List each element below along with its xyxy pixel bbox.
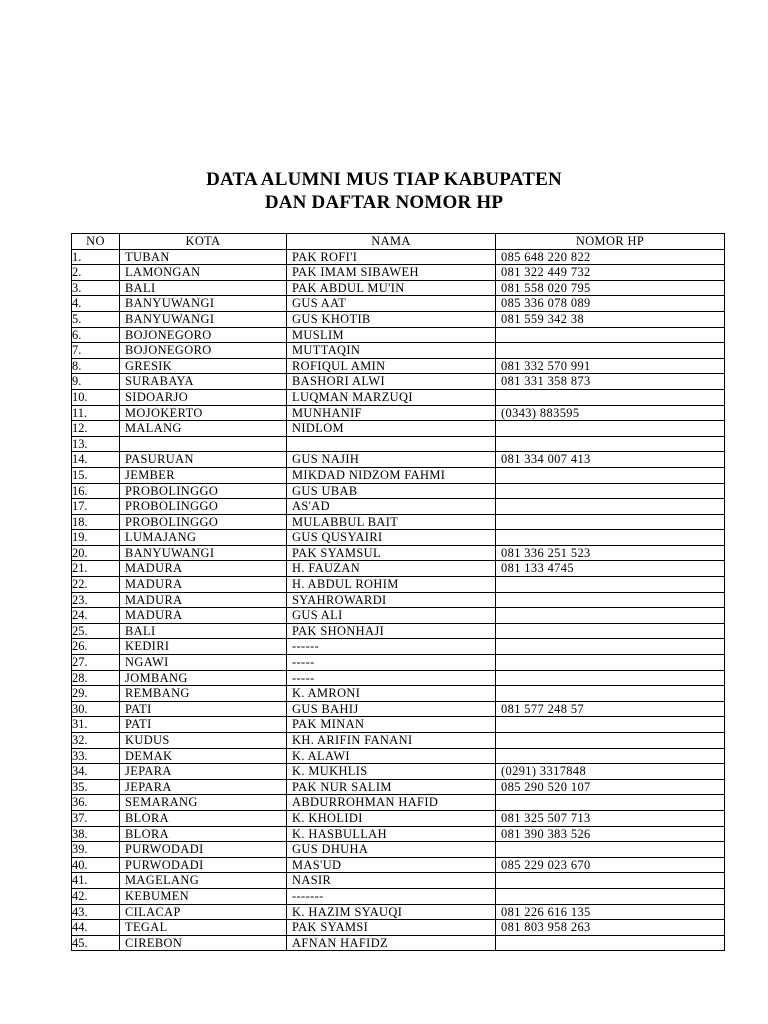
table-row [72,343,725,359]
row-nama: NASIR [287,873,496,889]
row-number: 45. [72,935,120,951]
row-nama: K. ALAWI [287,748,496,764]
row-kota: KUDUS [120,733,287,749]
row-kota: GRESIK [120,358,287,374]
row-nama: GUS KHOTIB [287,311,496,327]
table-row [72,701,725,717]
table-row [72,935,725,951]
row-nama: NIDLOM [287,421,496,437]
row-nomor-hp [496,655,725,671]
row-nomor-hp: (0291) 3317848 [496,764,725,780]
table-row [72,639,725,655]
row-kota: PURWODADI [120,842,287,858]
row-nomor-hp [496,623,725,639]
row-nomor-hp: 081 325 507 713 [496,810,725,826]
row-kota: JEPARA [120,779,287,795]
row-number: 25. [72,623,120,639]
row-nomor-hp: 085 290 520 107 [496,779,725,795]
row-kota: PATI [120,717,287,733]
row-number: 44. [72,920,120,936]
row-nama: H. FAUZAN [287,561,496,577]
row-kota: REMBANG [120,686,287,702]
row-nama: PAK SYAMSUL [287,545,496,561]
row-nomor-hp [496,935,725,951]
table-row [72,717,725,733]
row-nama: KH. ARIFIN FANANI [287,733,496,749]
row-kota: DEMAK [120,748,287,764]
row-number: 34. [72,764,120,780]
row-number: 13. [72,436,120,452]
table-row [72,686,725,702]
row-nomor-hp: 081 559 342 38 [496,311,725,327]
row-number: 5. [72,311,120,327]
row-kota: BANYUWANGI [120,545,287,561]
row-nama: MUNHANIF [287,405,496,421]
table-row [72,904,725,920]
row-kota: BOJONEGORO [120,327,287,343]
row-nomor-hp [496,888,725,904]
row-kota: BANYUWANGI [120,311,287,327]
row-number: 6. [72,327,120,343]
table-row [72,327,725,343]
row-nama: K. AMRONI [287,686,496,702]
document-title-line1: DATA ALUMNI MUS TIAP KABUPATEN [206,169,562,190]
row-nomor-hp: 085 336 078 089 [496,296,725,312]
row-nomor-hp [496,717,725,733]
table-row [72,265,725,281]
row-nomor-hp: 081 226 616 135 [496,904,725,920]
table-row [72,311,725,327]
row-number: 8. [72,358,120,374]
row-number: 41. [72,873,120,889]
row-number: 35. [72,779,120,795]
row-kota: MADURA [120,608,287,624]
table-row [72,374,725,390]
row-nama: PAK ROFI'I [287,249,496,265]
row-kota: CILACAP [120,904,287,920]
table-row [72,499,725,515]
row-nomor-hp [496,577,725,593]
table-row [72,467,725,483]
table-row [72,405,725,421]
table-row [72,280,725,296]
row-nama: GUS UBAB [287,483,496,499]
row-kota: PROBOLINGGO [120,483,287,499]
row-kota: NGAWI [120,655,287,671]
header-nama: NAMA [287,234,496,250]
row-number: 32. [72,733,120,749]
row-nomor-hp [496,686,725,702]
row-nomor-hp: 081 332 570 991 [496,358,725,374]
row-number: 30. [72,701,120,717]
row-number: 27. [72,655,120,671]
row-nomor-hp [496,436,725,452]
row-nama: ABDURROHMAN HAFID [287,795,496,811]
row-kota: LUMAJANG [120,530,287,546]
row-nomor-hp [496,483,725,499]
row-number: 12. [72,421,120,437]
row-number: 1. [72,249,120,265]
row-kota: CIREBON [120,935,287,951]
row-nomor-hp [496,499,725,515]
row-nomor-hp: 081 133 4745 [496,561,725,577]
row-number: 11. [72,405,120,421]
row-nomor-hp [496,421,725,437]
row-nama: BASHORI ALWI [287,374,496,390]
row-number: 37. [72,810,120,826]
row-number: 39. [72,842,120,858]
row-kota: MADURA [120,577,287,593]
row-number: 18. [72,514,120,530]
row-number: 19. [72,530,120,546]
header-nomor-hp: NOMOR HP [496,234,725,250]
row-number: 17. [72,499,120,515]
row-kota: PROBOLINGGO [120,514,287,530]
table-row [72,826,725,842]
row-number: 40. [72,857,120,873]
row-nomor-hp: 081 334 007 413 [496,452,725,468]
row-nama: ROFIQUL AMIN [287,358,496,374]
row-nama: K. MUKHLIS [287,764,496,780]
table-row [72,358,725,374]
table-header-row [72,234,725,250]
row-kota: PASURUAN [120,452,287,468]
row-number: 7. [72,343,120,359]
row-kota: BLORA [120,826,287,842]
row-kota: SURABAYA [120,374,287,390]
row-kota: SEMARANG [120,795,287,811]
row-kota [120,436,287,452]
table-body [72,249,725,951]
row-nomor-hp: 081 336 251 523 [496,545,725,561]
row-nama: ------ [287,639,496,655]
table-row [72,249,725,265]
row-nomor-hp [496,592,725,608]
table-row [72,920,725,936]
table-row [72,530,725,546]
row-kota: BANYUWANGI [120,296,287,312]
row-nomor-hp [496,530,725,546]
table-row [72,421,725,437]
row-number: 36. [72,795,120,811]
row-number: 23. [72,592,120,608]
row-nomor-hp [496,343,725,359]
row-nama: GUS ALI [287,608,496,624]
row-nama: AS'AD [287,499,496,515]
row-nomor-hp [496,842,725,858]
row-nama: ----- [287,655,496,671]
row-number: 31. [72,717,120,733]
row-kota: MAGELANG [120,873,287,889]
row-nama: GUS NAJIH [287,452,496,468]
row-nomor-hp: 081 322 449 732 [496,265,725,281]
table-row [72,608,725,624]
table-row [72,296,725,312]
row-nomor-hp [496,639,725,655]
table-row [72,810,725,826]
row-nomor-hp [496,514,725,530]
row-nama: LUQMAN MARZUQI [287,389,496,405]
row-number: 15. [72,467,120,483]
row-number: 29. [72,686,120,702]
row-kota: TEGAL [120,920,287,936]
row-nama: K. HASBULLAH [287,826,496,842]
header-kota: KOTA [120,234,287,250]
row-nama: PAK MINAN [287,717,496,733]
table-row [72,795,725,811]
row-number: 26. [72,639,120,655]
table-row [72,561,725,577]
table-row [72,592,725,608]
row-nama: GUS BAHIJ [287,701,496,717]
row-nomor-hp [496,467,725,483]
row-number: 42. [72,888,120,904]
table-row [72,888,725,904]
row-kota: JEMBER [120,467,287,483]
row-nama: PAK NUR SALIM [287,779,496,795]
row-nama: PAK IMAM SIBAWEH [287,265,496,281]
row-kota: MALANG [120,421,287,437]
row-nomor-hp [496,327,725,343]
row-nomor-hp: 081 558 020 795 [496,280,725,296]
row-nama: MAS'UD [287,857,496,873]
row-nomor-hp: 081 331 358 873 [496,374,725,390]
row-nomor-hp [496,670,725,686]
row-kota: BALI [120,280,287,296]
row-nama: K. HAZIM SYAUQI [287,904,496,920]
row-number: 2. [72,265,120,281]
row-nama: ----- [287,670,496,686]
row-kota: JOMBANG [120,670,287,686]
row-nama: MUTTAQIN [287,343,496,359]
row-number: 9. [72,374,120,390]
table-row [72,842,725,858]
row-nama: GUS QUSYAIRI [287,530,496,546]
row-nama: MULABBUL BAIT [287,514,496,530]
row-number: 38. [72,826,120,842]
row-nomor-hp [496,389,725,405]
header-no: NO [72,234,120,250]
row-number: 3. [72,280,120,296]
table-row [72,545,725,561]
row-nomor-hp: (0343) 883595 [496,405,725,421]
row-nomor-hp [496,748,725,764]
table-row [72,389,725,405]
row-number: 14. [72,452,120,468]
row-nomor-hp: 085 648 220 822 [496,249,725,265]
row-nama: H. ABDUL ROHIM [287,577,496,593]
table-row [72,623,725,639]
row-nomor-hp: 085 229 023 670 [496,857,725,873]
row-kota: MADURA [120,561,287,577]
row-number: 33. [72,748,120,764]
row-nama: ------- [287,888,496,904]
row-number: 22. [72,577,120,593]
row-number: 4. [72,296,120,312]
row-kota: PATI [120,701,287,717]
row-nama: MUSLIM [287,327,496,343]
row-nama: PAK SYAMSI [287,920,496,936]
alumni-table [71,233,725,951]
row-kota: BALI [120,623,287,639]
row-nomor-hp: 081 390 383 526 [496,826,725,842]
row-nama: K. KHOLIDI [287,810,496,826]
table-row [72,779,725,795]
row-number: 43. [72,904,120,920]
table-row [72,873,725,889]
row-nama: GUS DHUHA [287,842,496,858]
row-number: 21. [72,561,120,577]
row-kota: KEBUMEN [120,888,287,904]
table-row [72,514,725,530]
document-title-line2: DAN DAFTAR NOMOR HP [264,192,504,213]
row-kota: TUBAN [120,249,287,265]
row-nama: PAK SHONHAJI [287,623,496,639]
row-nomor-hp: 081 803 958 263 [496,920,725,936]
row-kota: SIDOARJO [120,389,287,405]
row-number: 20. [72,545,120,561]
row-kota: PROBOLINGGO [120,499,287,515]
row-kota: BOJONEGORO [120,343,287,359]
row-nomor-hp [496,608,725,624]
table-row [72,655,725,671]
table-row [72,733,725,749]
row-nama: AFNAN HAFIDZ [287,935,496,951]
table-row [72,764,725,780]
table-row [72,452,725,468]
row-kota: JEPARA [120,764,287,780]
table-row [72,670,725,686]
row-nama: SYAHROWARDI [287,592,496,608]
row-kota: LAMONGAN [120,265,287,281]
row-kota: KEDIRI [120,639,287,655]
row-nama [287,436,496,452]
row-number: 28. [72,670,120,686]
row-kota: PURWODADI [120,857,287,873]
table-row [72,577,725,593]
table-row [72,857,725,873]
row-number: 16. [72,483,120,499]
row-kota: MOJOKERTO [120,405,287,421]
row-nama: MIKDAD NIDZOM FAHMI [287,467,496,483]
table-row [72,748,725,764]
row-number: 10. [72,389,120,405]
row-nomor-hp [496,873,725,889]
row-nomor-hp [496,733,725,749]
row-nama: PAK ABDUL MU'IN [287,280,496,296]
row-kota: BLORA [120,810,287,826]
row-nomor-hp [496,795,725,811]
row-kota: MADURA [120,592,287,608]
row-nomor-hp: 081 577 248 57 [496,701,725,717]
row-number: 24. [72,608,120,624]
table-row [72,483,725,499]
row-nama: GUS AAT [287,296,496,312]
table-row [72,436,725,452]
